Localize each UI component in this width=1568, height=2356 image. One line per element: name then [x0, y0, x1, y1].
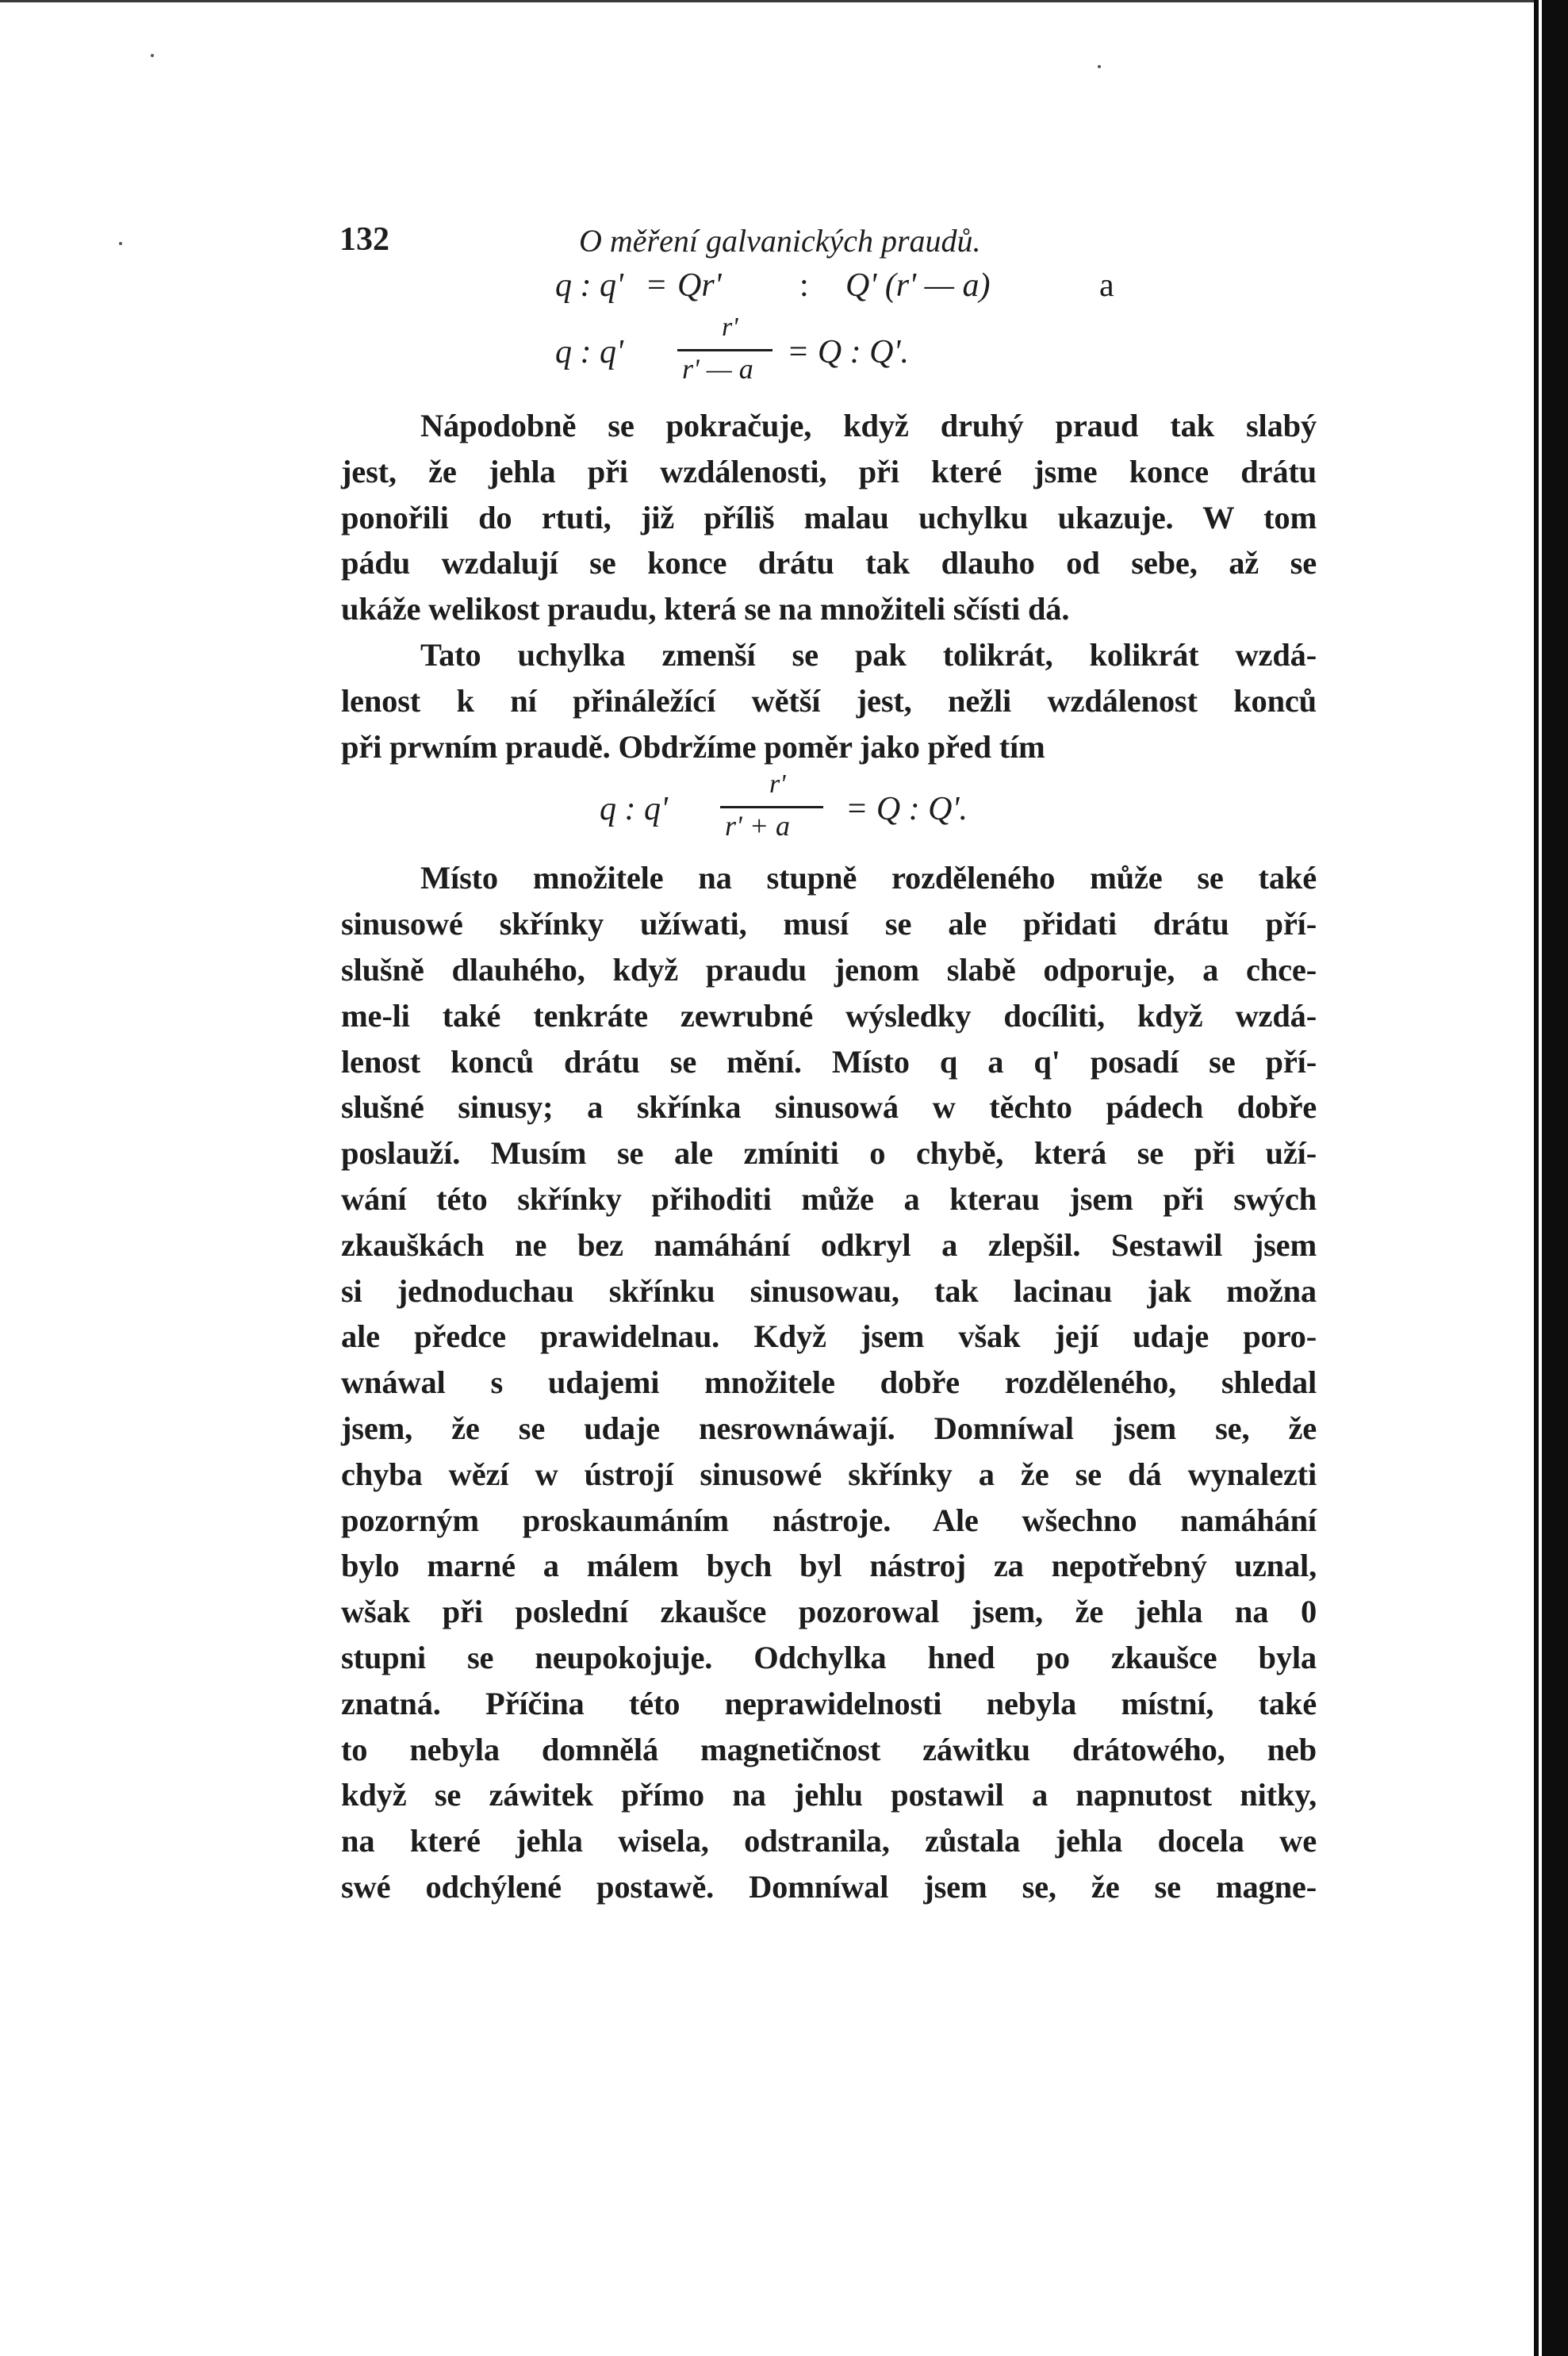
text-line: swé odchýlené postawě. Domníwal jsem se, že se magne-: [341, 1868, 1317, 1905]
paragraph-1: [341, 403, 1317, 632]
formula-1-rhs-a: Qr': [677, 267, 722, 304]
scan-speck: [119, 242, 122, 245]
text-line: Tato uchylka zmenší se pak tolikrát, kolikrát wzdá-: [420, 636, 1317, 673]
page-number: 132: [339, 221, 389, 258]
formula-1-colon: :: [799, 267, 809, 304]
text-line: slušné sinusy; a skřínka sinusowá w těchto pádech dobře: [341, 1089, 1317, 1126]
text-line: wání této skřínky přihoditi může a kterau jsem při swých: [341, 1180, 1317, 1217]
text-line: si jednoduchau skřínku sinusowau, tak lacinau jak možna: [341, 1272, 1317, 1309]
text-line: me-li také tenkráte zewrubné wýsledky docíliti, když wzdá-: [341, 997, 1317, 1034]
running-head: [341, 214, 1317, 262]
paragraph-3: [341, 855, 1317, 1909]
formula-3-rhs: = Q : Q'.: [845, 791, 968, 828]
text-line: Místo množitele na stupně rozděleného může se také: [420, 860, 1317, 896]
formula-1-eq: =: [647, 267, 666, 304]
text-line: ponořili do rtuti, již příliš malau uchylku ukazuje. W tom: [341, 499, 1317, 535]
text-line: slušně dlauhého, když praudu jenom slabě odporuje, a chce-: [341, 951, 1317, 988]
text-line: ukáže welikost praudu, která se na množiteli sčísti dá.: [341, 591, 1070, 627]
formula-3-fraction-bar: [720, 806, 823, 808]
scan-right-border: [1534, 0, 1568, 2356]
running-title: O měření galvanických praudů.: [579, 223, 981, 259]
formula-3-lhs: q : q': [600, 791, 668, 828]
text-line: na které jehla wisela, odstranila, zůstala jehla docela we: [341, 1823, 1317, 1859]
text-line: při prwním praudě. Obdržíme poměr jako před tím: [341, 728, 1045, 765]
book-page: [341, 214, 1317, 1910]
formula-3-denominator: r' + a: [725, 810, 791, 842]
text-line: bylo marné a málem bych byl nástroj za nepotřebný uznal,: [341, 1548, 1317, 1584]
text-line: Nápodobně se pokračuje, když druhý praud tak slabý: [420, 408, 1317, 443]
formula-2-fraction-bar: [677, 349, 772, 351]
scan-speck: [1098, 65, 1101, 68]
text-line: znatná. Příčina této neprawidelnosti nebyla místní, také: [341, 1685, 1317, 1721]
text-line: sinusowé skřínky užíwati, musí se ale přidati drátu pří-: [341, 906, 1317, 942]
formula-2-denominator: r' — a: [682, 353, 753, 385]
formula-2: [341, 313, 1317, 403]
text-line: wšak při poslední zkaušce pozorowal jsem, že jehla na 0: [341, 1594, 1317, 1630]
formula-1-lhs: q : q': [555, 267, 623, 304]
formula-3-numerator: r': [769, 769, 786, 800]
text-line: chyba wězí w ústrojí sinusowé skřínky a že se dá wynalezti: [341, 1456, 1317, 1492]
text-line: jsem, že se udaje nesrownáwají. Domníwal jsem se, že: [341, 1410, 1317, 1446]
text-line: ale předce prawidelnau. Když jsem však její udaje poro-: [341, 1318, 1317, 1355]
formula-1: [341, 262, 1317, 317]
text-line: jest, že jehla při wzdálenosti, při které jsme konce drátu: [341, 453, 1317, 489]
text-line: zkauškách ne bez namáhání odkryl a zlepšil. Sestawil jsem: [341, 1226, 1317, 1263]
scan-speck: [151, 54, 154, 57]
text-line: lenost konců drátu se mění. Místo q a q' posadí se pří-: [341, 1043, 1317, 1080]
formula-2-rhs: = Q : Q'.: [787, 334, 909, 370]
text-line: wnáwal s udajemi množitele dobře rozděleného, shledal: [341, 1364, 1317, 1401]
formula-2-numerator: r': [722, 313, 738, 342]
text-line: to nebyla domnělá magnetičnost záwitku drátowého, neb: [341, 1731, 1317, 1767]
text-line: stupni se neupokojuje. Odchylka hned po zkaušce byla: [341, 1639, 1317, 1675]
text-line: pozorným proskaumáním nástroje. Ale wšechno namáhání: [341, 1502, 1317, 1538]
page-top-edge: [0, 0, 1534, 2]
text-line: lenost k ní přináležící wětší jest, nežli wzdálenost konců: [341, 682, 1317, 719]
formula-2-lhs: q : q': [555, 334, 623, 370]
formula-1-rhs-b: Q' (r' — a): [845, 267, 991, 304]
text-line: když se záwitek přímo na jehlu postawil a napnutost nitky,: [341, 1777, 1317, 1813]
text-line: poslauží. Musím se ale zmíniti o chybě, která se při uží-: [341, 1135, 1317, 1172]
paragraph-2: [341, 632, 1317, 769]
formula-3: [341, 769, 1317, 855]
formula-1-conjunction: a: [1099, 267, 1114, 304]
text-line: pádu wzdalují se konce drátu tak dlauho od sebe, až se: [341, 545, 1317, 581]
